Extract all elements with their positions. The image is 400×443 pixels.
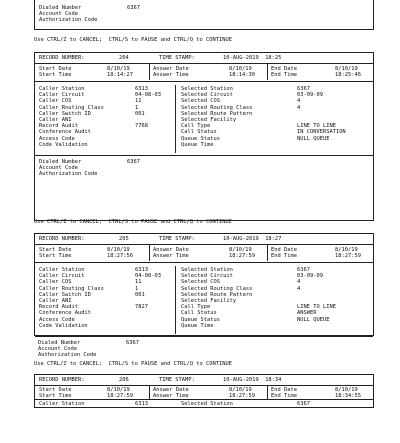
end-time-label: End Time [271, 72, 297, 79]
end-date: 8/10/19 [335, 387, 358, 393]
caller-cos-label: Caller COS [39, 98, 72, 105]
end-date-label: End Date [271, 247, 297, 253]
end-time: 18:34:55 [335, 393, 361, 400]
selected-cos-label: Selected COS [181, 98, 220, 105]
caller-station-value: 6313 [135, 400, 148, 407]
top-dialed-box [34, 0, 374, 30]
selected-circuit-label: Selected Circuit [181, 273, 233, 280]
record-number-label: RECORD NUMBER: [39, 236, 85, 242]
selected-cos-label: Selected COS [181, 279, 220, 286]
selected-cos-value: 4 [297, 279, 301, 286]
queue-time-label: Queue Time [181, 141, 214, 148]
caller-switch-id-label: Caller Switch ID [39, 291, 91, 298]
selected-circuit-label: Selected Circuit [181, 92, 233, 99]
end-date-label: End Date [271, 66, 297, 72]
control-hint: Use CTRL/Z to CANCEL; CTRL/S to PAUSE and CTRL/Q to CONTINUE [34, 37, 232, 43]
code-validation-label: Code Validation [39, 322, 88, 329]
caller-cos-value: 11 [135, 279, 142, 286]
caller-circuit-label: Caller Circuit [39, 273, 85, 280]
caller-routing-class-label: Caller Routing Class [39, 104, 104, 111]
caller-ani-label: Caller ANI [39, 116, 72, 123]
call-type-label: Call Type [181, 123, 211, 130]
start-date-label: Start Date [39, 387, 72, 393]
call-status-value: ANSWER [297, 310, 317, 317]
control-hint: Use CTRL/Z to CANCEL; CTRL/S to PAUSE and CTRL/Q to CONTINUE [34, 361, 232, 367]
call-status-label: Call Status [181, 310, 217, 317]
start-time: 18:14:27 [107, 72, 133, 79]
record-number-label: RECORD NUMBER: [39, 55, 85, 61]
start-time-label: Start Time [39, 72, 72, 79]
selected-circuit-value: 03-09-09 [297, 92, 323, 99]
end-date: 8/10/19 [335, 247, 358, 253]
selected-station-label: Selected Station [181, 267, 233, 273]
caller-routing-class-value: 1 [135, 104, 139, 111]
start-date: 8/10/19 [107, 66, 130, 72]
caller-routing-class-label: Caller Routing Class [39, 285, 104, 292]
record-205 [34, 233, 374, 336]
access-code-label: Access Code [39, 316, 75, 323]
selected-routing-class-value: 4 [297, 285, 301, 292]
answer-time-label: Answer Time [153, 393, 189, 400]
dialed-number-label: Dialed Number [38, 340, 81, 346]
selected-station-value: 6367 [297, 267, 310, 273]
answer-time: 18:27:59 [229, 393, 255, 400]
answer-date-label: Answer Date [153, 387, 189, 393]
control-hint: Use CTRL/Z to CANCEL; CTRL/S to PAUSE and CTRL/Q to CONTINUE [34, 219, 232, 225]
call-status-value: IN CONVERSATION [297, 129, 346, 136]
timestamp-label: TIME STAMP: [159, 55, 195, 61]
queue-status-value: NULL QUEUE [297, 135, 330, 142]
conference-audit-label: Conference Audit [39, 310, 91, 317]
end-time: 18:27:59 [335, 253, 361, 260]
record-audit-label: Record Audit [39, 123, 78, 130]
start-time: 18:27:56 [107, 253, 133, 260]
record-number: 206 [119, 377, 129, 383]
dialed-number-label: Dialed Number [39, 159, 82, 165]
caller-cos-label: Caller COS [39, 279, 72, 286]
record-audit-value: 7827 [135, 304, 148, 311]
caller-ani-label: Caller ANI [39, 297, 72, 304]
end-date-label: End Date [271, 387, 297, 393]
timestamp-label: TIME STAMP: [159, 236, 195, 242]
selected-facility-label: Selected Facility [181, 297, 237, 304]
selected-route-pattern-label: Selected Route Pattern [181, 291, 253, 298]
start-date: 8/10/19 [107, 247, 130, 253]
end-date: 8/10/19 [335, 66, 358, 72]
timestamp: 10-AUG-2019 18:34 [223, 377, 282, 383]
selected-facility-label: Selected Facility [181, 116, 237, 123]
answer-date: 8/10/19 [229, 387, 252, 393]
account-code-label: Account Code [38, 346, 77, 353]
selected-routing-class-label: Selected Routing Class [181, 104, 253, 111]
caller-switch-id-value: 001 [135, 291, 145, 298]
access-code-label: Access Code [39, 135, 75, 142]
timestamp-label: TIME STAMP: [159, 377, 195, 383]
answer-date-label: Answer Date [153, 247, 189, 253]
caller-circuit-value: 04-08-03 [135, 273, 161, 280]
selected-route-pattern-label: Selected Route Pattern [181, 110, 253, 117]
record-audit-label: Record Audit [39, 304, 78, 311]
caller-cos-value: 11 [135, 98, 142, 105]
caller-station-label: Caller Station [39, 86, 85, 92]
end-time-label: End Time [271, 253, 297, 260]
dialed-number-label: Dialed Number [39, 5, 82, 11]
selected-station-label: Selected Station [181, 400, 233, 407]
account-code-label: Account Code [39, 11, 78, 18]
authorization-code-label: Authorization Code [39, 17, 98, 24]
answer-date: 8/10/19 [229, 66, 252, 72]
caller-station-value: 6313 [135, 267, 148, 273]
caller-routing-class-value: 1 [135, 285, 139, 292]
timestamp: 10-AUG-2019 18:27 [223, 236, 282, 242]
authorization-code-label: Authorization Code [38, 352, 97, 359]
code-validation-label: Code Validation [39, 141, 88, 148]
queue-status-label: Queue Status [181, 316, 220, 323]
caller-circuit-value: 04-08-03 [135, 92, 161, 99]
answer-time-label: Answer Time [153, 72, 189, 79]
record-number: 205 [119, 236, 129, 242]
conference-audit-label: Conference Audit [39, 129, 91, 136]
queue-status-value: NULL QUEUE [297, 316, 330, 323]
selected-cos-value: 4 [297, 98, 301, 105]
selected-routing-class-value: 4 [297, 104, 301, 111]
caller-circuit-label: Caller Circuit [39, 92, 85, 99]
call-status-label: Call Status [181, 129, 217, 136]
field-row [35, 142, 373, 148]
start-date-label: Start Date [39, 247, 72, 253]
answer-time: 18:27:59 [229, 253, 255, 260]
answer-time: 18:14:30 [229, 72, 255, 79]
start-time-label: Start Time [39, 393, 72, 400]
end-time-label: End Time [271, 393, 297, 400]
start-date-label: Start Date [39, 66, 72, 72]
call-type-label: Call Type [181, 304, 211, 311]
start-time: 18:27:59 [107, 393, 133, 400]
start-date: 8/10/19 [107, 387, 130, 393]
timestamp: 10-AUG-2019 18:25 [223, 55, 282, 61]
selected-station-value: 6367 [297, 86, 310, 92]
end-time: 18:25:46 [335, 72, 361, 79]
account-code-label: Account Code [39, 165, 78, 172]
selected-station-label: Selected Station [181, 86, 233, 92]
call-type-value: LINE TO LINE [297, 304, 336, 311]
dialed-number-value: 6367 [127, 5, 140, 11]
selected-station-value: 6367 [297, 400, 310, 407]
record-audit-value: 7768 [135, 123, 148, 130]
field-row [35, 323, 373, 329]
caller-station-value: 6313 [135, 86, 148, 92]
caller-station-label: Caller Station [39, 267, 85, 273]
selected-circuit-value: 03-09-09 [297, 273, 323, 280]
answer-date-label: Answer Date [153, 66, 189, 72]
start-time-label: Start Time [39, 253, 72, 260]
queue-time-label: Queue Time [181, 322, 214, 329]
answer-time-label: Answer Time [153, 253, 189, 260]
caller-station-label: Caller Station [39, 400, 85, 407]
queue-status-label: Queue Status [181, 135, 220, 142]
record-204 [34, 52, 374, 221]
caller-switch-id-label: Caller Switch ID [39, 110, 91, 117]
record-number-label: RECORD NUMBER: [39, 377, 85, 383]
dialed-number: 6367 [127, 159, 140, 165]
call-type-value: LINE TO LINE [297, 123, 336, 130]
selected-routing-class-label: Selected Routing Class [181, 285, 253, 292]
caller-switch-id-value: 001 [135, 110, 145, 117]
record-206 [34, 374, 374, 408]
answer-date: 8/10/19 [229, 247, 252, 253]
authorization-code-label: Authorization Code [39, 171, 98, 178]
record-number: 204 [119, 55, 129, 61]
dialed-number: 6367 [126, 340, 139, 346]
